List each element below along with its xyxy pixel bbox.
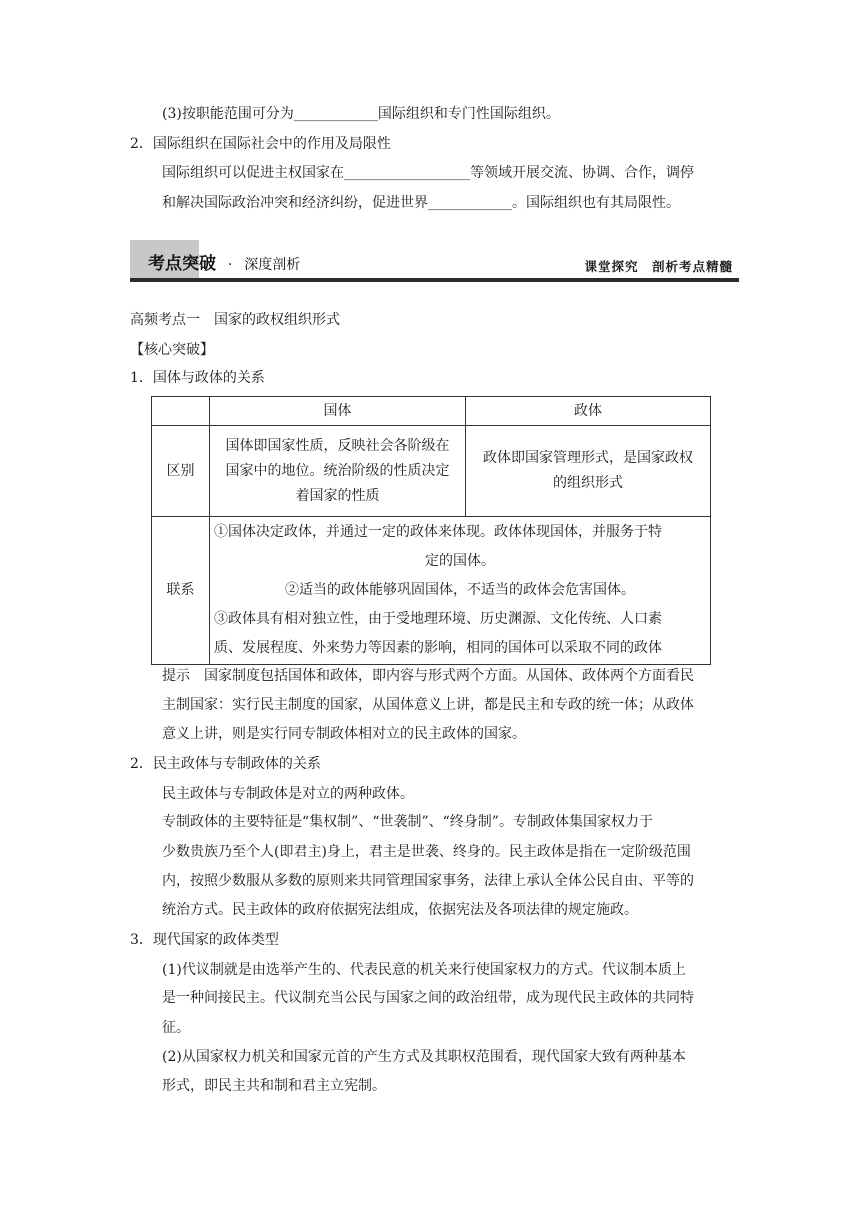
subsection-2-p2-line3: 内，按照少数服从多数的原则来共同管理国家事务，法律上承认全体公民自由、平等的 bbox=[162, 873, 694, 889]
connection-line: 质、发展程度、外来势力等因素的影响，相同的国体可以采取不同的政体 bbox=[214, 640, 662, 656]
cell-line: 国家中的地位。统治阶级的性质决定 bbox=[225, 462, 450, 479]
tip-line-3: 意义上讲，则是实行同专制政体相对立的民主政体的国家。 bbox=[162, 726, 526, 742]
topic-heading: 高频考点一 国家的政权组织形式 bbox=[130, 312, 340, 328]
cell-line: 国体即国家性质，反映社会各阶级在 bbox=[225, 437, 450, 454]
section-2-line-1: 国际组织可以促进主权国家在__________________等领域开展交流、协调、合作，调停 bbox=[162, 165, 694, 181]
subsection-1-title: 1．国体与政体的关系 bbox=[130, 370, 265, 386]
cell-guoti-difference bbox=[210, 426, 466, 517]
banner-underline bbox=[130, 278, 739, 282]
item-3-text: (3)按职能范围可分为____________国际组织和专门性国际组织。 bbox=[162, 106, 560, 122]
cell-line: 着国家的性质 bbox=[295, 487, 380, 504]
guoti-zhengti-table bbox=[151, 396, 711, 665]
subsection-3-p2-line1: (2)从国家权力机关和国家元首的产生方式及其职权范围看，现代国家大致有两种基本 bbox=[162, 1049, 686, 1065]
subsection-2-p2-line2: 少数贵族乃至个人(即君主)身上，君主是世袭、终身的。民主政体是指在一定阶级范围 bbox=[162, 844, 691, 860]
banner-subtitle: 深度剖析 bbox=[244, 257, 301, 273]
subsection-3-p1-line1: (1)代议制就是由选举产生的、代表民意的机关来行使国家权力的方式。代议制本质上 bbox=[162, 962, 686, 978]
section-2-line-2: 和解决国际政治冲突和经济纠纷，促进世界____________。国际组织也有其局限性。 bbox=[162, 195, 680, 211]
section-2-title: 2．国际组织在国际社会中的作用及局限性 bbox=[130, 136, 391, 152]
cell-line: 的组织形式 bbox=[553, 475, 623, 491]
table-header-row bbox=[152, 397, 711, 426]
subsection-2-p1: 民主政体与专制政体是对立的两种政体。 bbox=[162, 786, 414, 802]
banner-right-caption: 课堂探究 剖析考点精髓 bbox=[584, 259, 733, 274]
cell-connection bbox=[210, 517, 711, 665]
subsection-3-p1-line2: 是一种间接民主。代议制充当公民与国家之间的政治纽带，成为现代民主政体的共同特 bbox=[162, 990, 694, 1006]
subsection-3-p2-line2: 形式，即民主共和制和君主立宪制。 bbox=[162, 1078, 386, 1094]
subsection-2-p2-line4: 统治方式。民主政体的政府依据宪法组成，依据宪法及各项法律的规定施政。 bbox=[162, 902, 638, 918]
header-empty-cell bbox=[152, 397, 210, 426]
header-guoti: 国体 bbox=[210, 397, 466, 426]
header-zhengti: 政体 bbox=[466, 397, 711, 426]
section-banner bbox=[130, 240, 739, 283]
row-label-difference: 区别 bbox=[152, 426, 210, 517]
table-row-connection bbox=[152, 517, 711, 665]
row-label-connection: 联系 bbox=[152, 517, 210, 665]
cell-zhengti-difference bbox=[466, 426, 711, 517]
core-breakthrough-label: 【核心突破】 bbox=[130, 342, 214, 358]
cell-line: 政体即国家管理形式，是国家政权 bbox=[483, 450, 693, 466]
connection-line: ①国体决定政体，并通过一定的政体来体现。政体体现国体，并服务于特 bbox=[214, 524, 662, 540]
subsection-2-p2-line1: 专制政体的主要特征是“集权制”、“世袭制”、“终身制”。专制政体集国家权力于 bbox=[162, 814, 653, 830]
table-row-difference bbox=[152, 426, 711, 517]
banner-title-main: 考点突破 bbox=[148, 254, 216, 274]
tip-line-2: 主制国家：实行民主制度的国家，从国体意义上讲，都是民主和专政的统一体；从政体 bbox=[162, 697, 694, 713]
subsection-3-title: 3．现代国家的政体类型 bbox=[130, 932, 279, 948]
connection-line: ③政体具有相对独立性，由于受地理环境、历史渊源、文化传统、人口素 bbox=[214, 611, 662, 627]
banner-dot: · bbox=[227, 257, 233, 273]
banner-title bbox=[148, 253, 300, 276]
connection-line: ②适当的政体能够巩固国体，不适当的政体会危害国体。 bbox=[285, 582, 635, 598]
subsection-2-title: 2．民主政体与专制政体的关系 bbox=[130, 756, 321, 772]
connection-line: 定的国体。 bbox=[425, 553, 495, 569]
tip-line-1: 提示 国家制度包括国体和政体，即内容与形式两个方面。从国体、政体两个方面看民 bbox=[162, 668, 694, 684]
subsection-3-p1-line3: 征。 bbox=[162, 1020, 190, 1036]
